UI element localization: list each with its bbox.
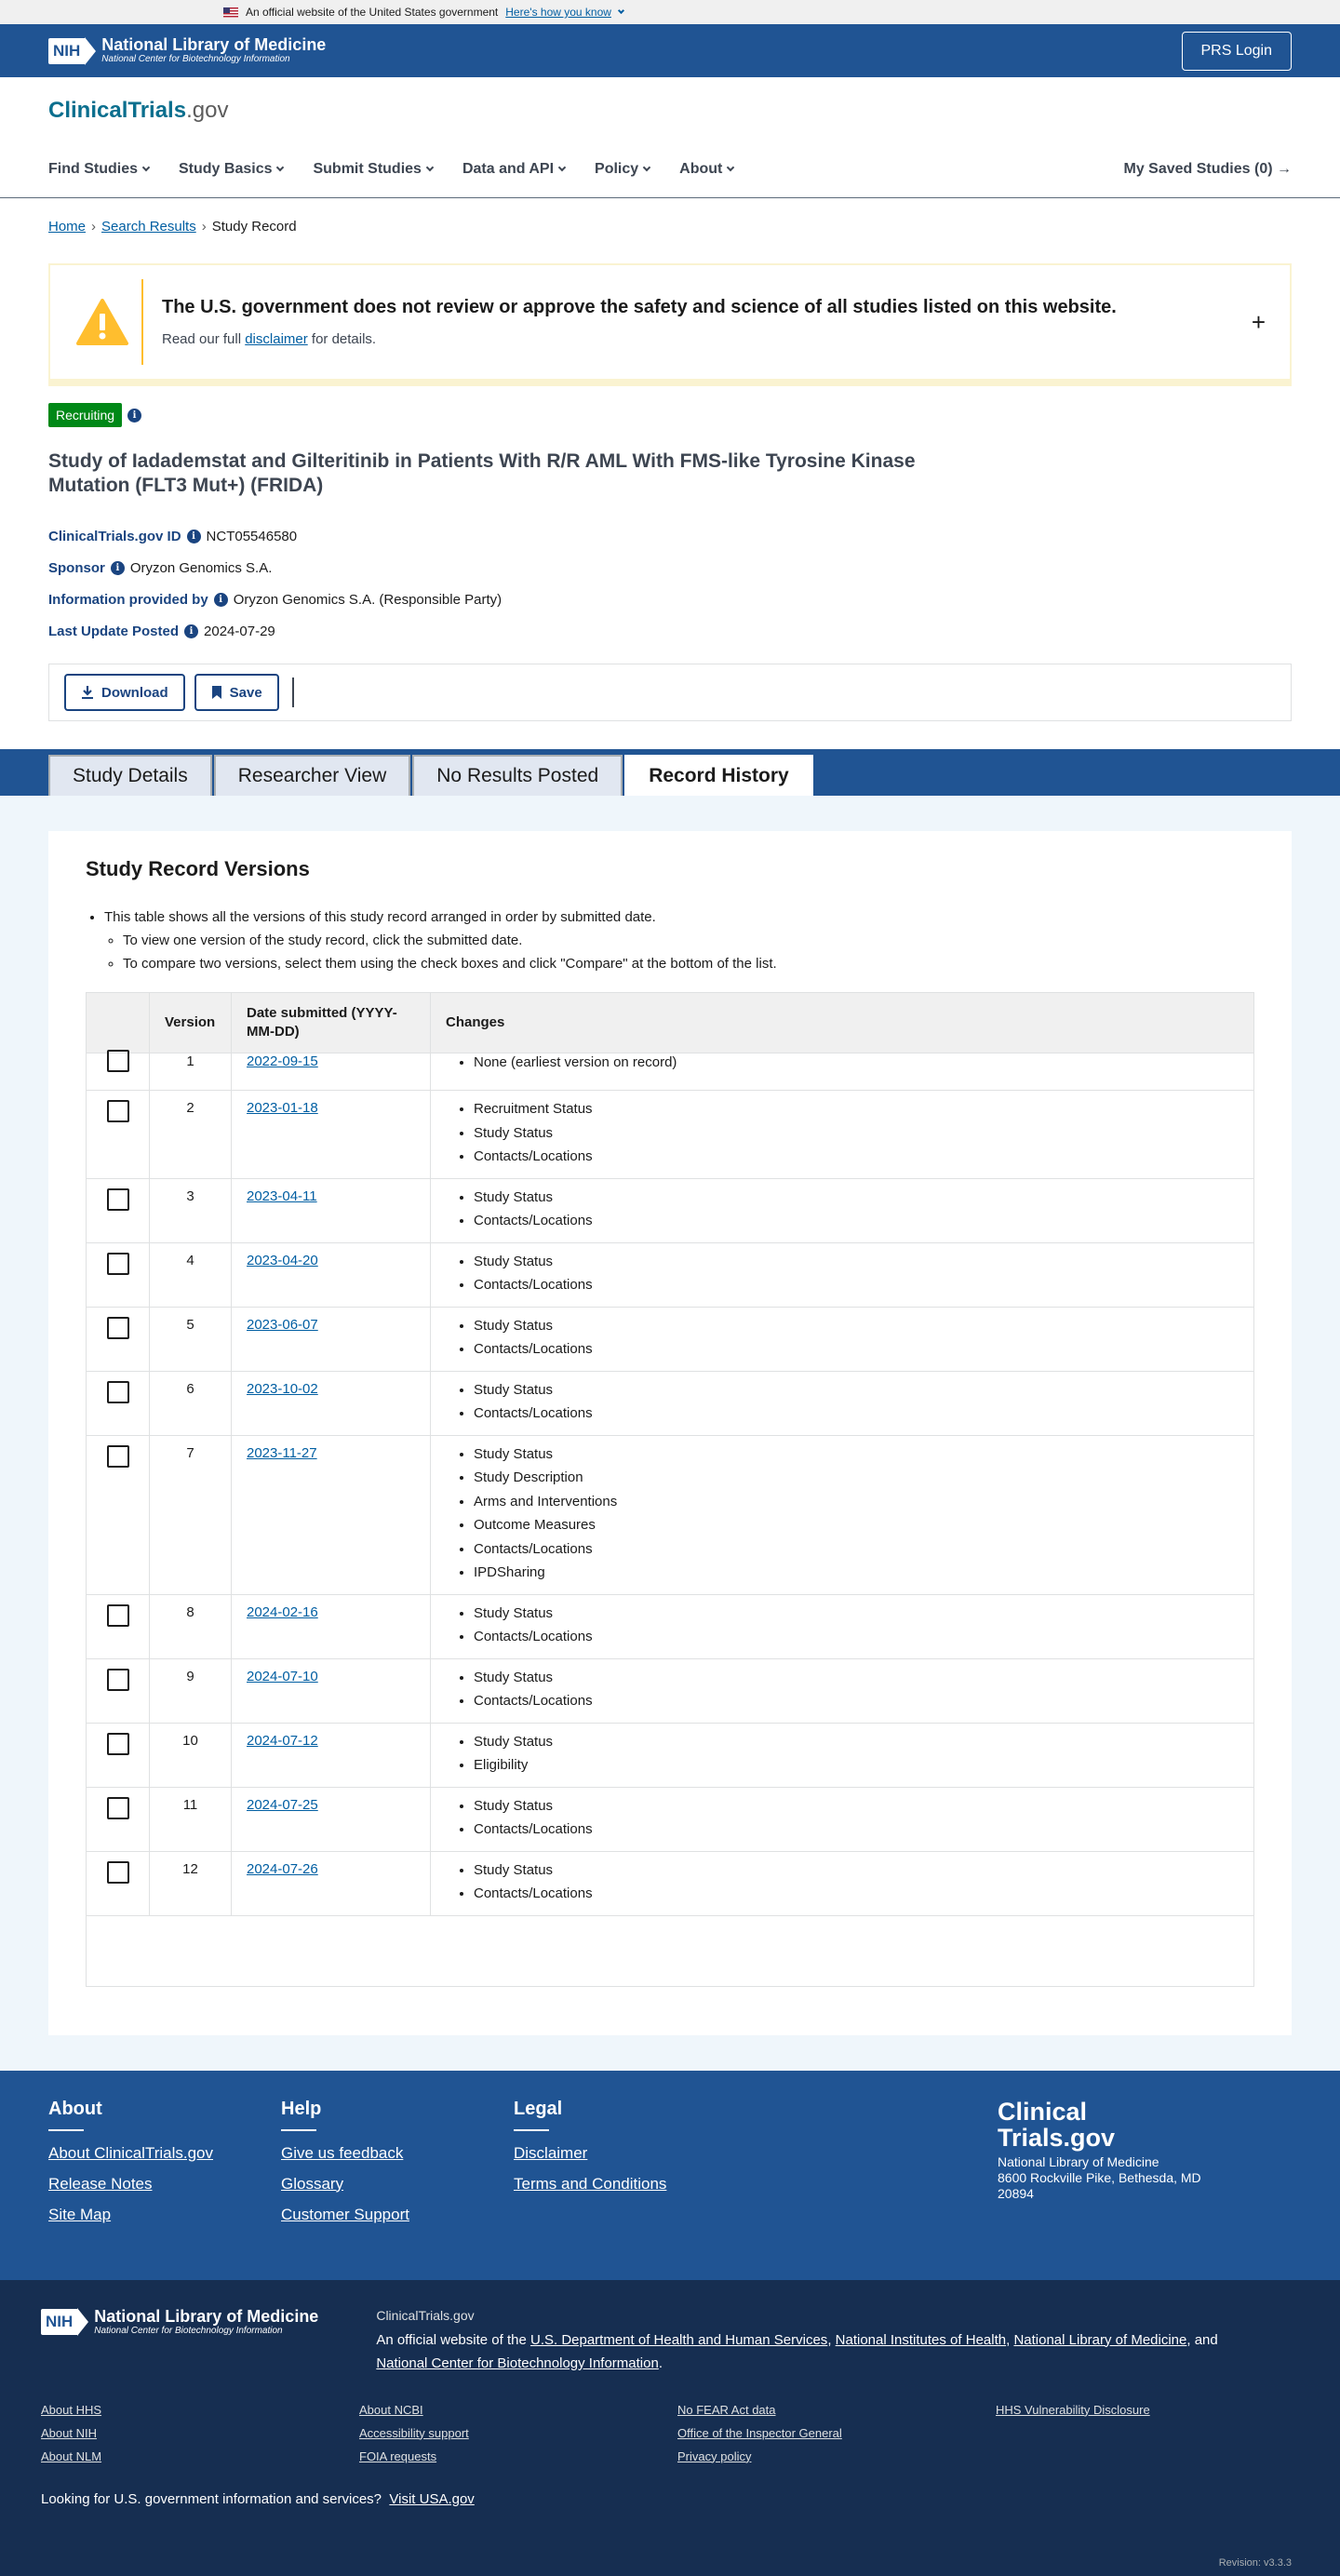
us-flag-icon <box>223 7 238 18</box>
nav-find-studies[interactable]: Find Studies <box>48 161 149 178</box>
table-row <box>87 1435 1254 1594</box>
footer-heading: Legal <box>514 2098 563 2119</box>
nih-link[interactable]: National Institutes of Health <box>835 2331 1007 2348</box>
footer-about <box>48 2099 281 2236</box>
version-number: 1 <box>150 1053 232 1091</box>
version-number: 5 <box>150 1307 232 1371</box>
record-history-panel <box>0 796 1340 2071</box>
change-item: • Study Status <box>474 1794 1239 1818</box>
nav-study-basics[interactable]: Study Basics <box>179 161 283 178</box>
change-item: • Study Status <box>474 1730 1239 1754</box>
change-item: • Contacts/Locations <box>474 1689 1239 1713</box>
changes-cell <box>431 1091 1254 1179</box>
changes-cell <box>431 1371 1254 1435</box>
footer-link[interactable]: Disclaimer <box>514 2143 588 2162</box>
version-date-link[interactable]: 2023-11-27 <box>247 1444 317 1461</box>
version-number: 11 <box>150 1787 232 1851</box>
actions-divider <box>292 678 294 707</box>
version-date-link[interactable]: 2024-07-26 <box>247 1860 318 1877</box>
versions-card <box>48 831 1292 2035</box>
download-icon <box>81 685 94 700</box>
version-number: 9 <box>150 1658 232 1723</box>
disclaimer-link[interactable]: disclaimer <box>245 331 308 347</box>
info-icon[interactable]: i <box>184 624 198 638</box>
clinicaltrials-logo[interactable]: ClinicalTrials.gov <box>48 98 229 123</box>
info-icon[interactable]: i <box>187 530 201 543</box>
date-cell <box>232 1091 431 1179</box>
tab-no-results-posted[interactable]: No Results Posted <box>412 755 623 796</box>
changes-cell <box>431 1053 1254 1091</box>
provider-label: Information provided by <box>48 591 208 608</box>
disclaimer-heading: The U.S. government does not review or approve the safety and science of all studies listed on this website. <box>162 297 1117 317</box>
table-row <box>87 1053 1254 1091</box>
gov-banner <box>0 0 1340 24</box>
date-cell <box>232 1053 431 1091</box>
version-checkbox[interactable] <box>107 1253 129 1275</box>
chevron-down-icon <box>618 7 624 13</box>
footer-gov-link[interactable]: Accessibility support <box>359 2425 469 2440</box>
sponsor-value: Oryzon Genomics S.A. <box>129 559 273 576</box>
footer-gov-link[interactable]: About NCBI <box>359 2402 423 2417</box>
expand-icon[interactable]: + <box>1251 308 1266 336</box>
change-item: • IPDSharing <box>474 1561 1239 1585</box>
footer-gov-link[interactable]: Privacy policy <box>677 2449 752 2463</box>
footer-logo[interactable]: Clinical Trials.gov <box>998 2097 1116 2152</box>
gov-banner-text: An official website of the United States government <box>246 6 499 19</box>
note-item: ◦ To view one version of the study record, click the submitted date. <box>123 929 1254 952</box>
version-date-link[interactable]: 2024-07-25 <box>247 1796 318 1813</box>
changes-cell <box>431 1787 1254 1851</box>
footer-link[interactable]: Site Map <box>48 2205 112 2223</box>
versions-table <box>86 992 1254 1987</box>
nav-about[interactable]: About <box>679 161 733 178</box>
change-item: • Recruitment Status <box>474 1097 1239 1121</box>
chevron-right-icon: › <box>201 219 207 235</box>
tab-study-details[interactable]: Study Details <box>48 755 212 796</box>
ncbi-name: National Center for Biotechnology Information <box>101 54 290 64</box>
chevron-down-icon <box>276 164 284 171</box>
site-header <box>0 77 1340 198</box>
footer-link[interactable]: Release Notes <box>48 2174 153 2193</box>
note-item: ◦ To compare two versions, select them using the check boxes and click "Compare" at the bottom of the list. <box>123 952 1254 975</box>
revision-text: Revision: v3.3.3 <box>1218 2556 1292 2569</box>
date-cell <box>232 1307 431 1371</box>
date-cell <box>232 1178 431 1242</box>
change-item: • Study Status <box>474 1121 1239 1146</box>
main-nav <box>48 131 1292 178</box>
version-date-link[interactable]: 2024-07-10 <box>247 1668 318 1684</box>
nih-logo-mark: NIH <box>41 2308 88 2336</box>
changes-cell <box>431 1658 1254 1723</box>
breadcrumb <box>48 198 1292 263</box>
change-item: • Study Status <box>474 1378 1239 1402</box>
breadcrumb-search-results[interactable]: Search Results <box>101 219 196 235</box>
chevron-down-icon <box>643 164 650 171</box>
table-row <box>87 1178 1254 1242</box>
table-row <box>87 1787 1254 1851</box>
note-item: • This table shows all the versions of this study record arranged in order by submitted date. ◦ To view one version of the study record, click the submitted date. ◦ To compare two versions, select them using the check boxes and click "Compare" at the bottom of the list. <box>104 906 1254 975</box>
change-item: • Study Status <box>474 1666 1239 1690</box>
change-item: • Study Status <box>474 1858 1239 1883</box>
versions-heading: Study Record Versions <box>86 857 310 880</box>
select-cell <box>87 1851 150 1915</box>
version-date-link[interactable]: 2024-07-12 <box>247 1732 318 1749</box>
version-checkbox[interactable] <box>107 1733 129 1755</box>
version-number: 12 <box>150 1851 232 1915</box>
change-item: • Contacts/Locations <box>474 1273 1239 1297</box>
change-item: • Contacts/Locations <box>474 1402 1239 1426</box>
version-checkbox[interactable] <box>107 1861 129 1884</box>
sponsor-label: Sponsor <box>48 559 105 576</box>
chevron-down-icon <box>142 164 150 171</box>
select-cell <box>87 1178 150 1242</box>
version-date-link[interactable]: 2023-10-02 <box>247 1380 318 1397</box>
changes-cell <box>431 1242 1254 1307</box>
table-row <box>87 1371 1254 1435</box>
version-checkbox[interactable] <box>107 1445 129 1468</box>
nav-policy[interactable]: Policy <box>595 161 650 178</box>
change-item: • Eligibility <box>474 1753 1239 1778</box>
nlm-logo[interactable] <box>48 36 326 65</box>
version-number: 2 <box>150 1091 232 1179</box>
study-meta <box>48 520 1292 647</box>
change-item: • None (earliest version on record) <box>474 1051 1239 1075</box>
update-value: 2024-07-29 <box>204 623 275 639</box>
select-cell <box>87 1307 150 1371</box>
version-date-link[interactable]: 2023-04-20 <box>247 1252 318 1268</box>
version-checkbox[interactable] <box>107 1188 129 1211</box>
date-cell <box>232 1723 431 1787</box>
page-title: Study of Iadademstat and Gilteritinib in Patients With R/R AML With FMS-like Tyrosine Kinase Mutation (FLT3 Mut+) (FRIDA) <box>48 450 916 496</box>
info-icon[interactable]: i <box>214 593 228 607</box>
status-badge: Recruiting <box>48 403 122 427</box>
version-checkbox[interactable] <box>107 1100 129 1122</box>
change-item: • Contacts/Locations <box>474 1537 1239 1562</box>
usa-gov-link[interactable]: Visit USA.gov <box>389 2490 475 2507</box>
version-checkbox[interactable] <box>107 1604 129 1627</box>
change-item: • Contacts/Locations <box>474 1337 1239 1362</box>
changes-cell <box>431 1307 1254 1371</box>
select-cell <box>87 1594 150 1658</box>
chevron-down-icon <box>558 164 566 171</box>
select-cell <box>87 1371 150 1435</box>
tab-researcher-view[interactable]: Researcher View <box>214 755 411 796</box>
version-checkbox[interactable] <box>107 1381 129 1403</box>
versions-notes <box>86 906 1254 975</box>
footer-gov-link[interactable]: About HHS <box>41 2402 102 2417</box>
col-select <box>87 993 150 1053</box>
changes-cell <box>431 1851 1254 1915</box>
footer-link[interactable]: Terms and Conditions <box>514 2174 667 2193</box>
version-number: 4 <box>150 1242 232 1307</box>
version-number: 6 <box>150 1371 232 1435</box>
footer-link[interactable]: Glossary <box>281 2174 344 2193</box>
alert-divider <box>141 279 143 365</box>
select-cell <box>87 1091 150 1179</box>
footer-nlm-logo[interactable]: NIH National Library of Medicine National Center for Biotechnology Information <box>41 2308 318 2337</box>
breadcrumb-home[interactable]: Home <box>48 219 87 235</box>
nlm-header <box>0 24 1340 77</box>
select-cell <box>87 1435 150 1594</box>
change-item: • Outcome Measures <box>474 1513 1239 1537</box>
arrow-right-icon: → <box>1277 161 1292 177</box>
nav-data-api[interactable]: Data and API <box>462 161 565 178</box>
change-item: • Contacts/Locations <box>474 1882 1239 1906</box>
table-row <box>87 1307 1254 1371</box>
tab-bar <box>0 749 1340 796</box>
breadcrumb-current: Study Record <box>211 219 297 235</box>
footer-official-text: An official website of the U.S. Department of Health and Human Services, National Institutes of Health, National Library of Medicine, and National Center for Biotechnology Information. <box>376 2331 1218 2371</box>
version-number: 8 <box>150 1594 232 1658</box>
nih-logo-mark: NIH <box>48 37 96 65</box>
study-actions <box>48 664 1292 721</box>
date-cell <box>232 1242 431 1307</box>
footer-gov-link[interactable]: About NIH <box>41 2425 97 2440</box>
date-cell <box>232 1851 431 1915</box>
col-changes: Changes <box>431 993 1254 1053</box>
version-number: 7 <box>150 1435 232 1594</box>
footer-gov-link[interactable]: HHS Vulnerability Disclosure <box>996 2402 1150 2417</box>
table-row <box>87 1658 1254 1723</box>
version-number: 10 <box>150 1723 232 1787</box>
provider-value: Oryzon Genomics S.A. (Responsible Party) <box>233 591 502 608</box>
warning-icon <box>76 299 128 345</box>
table-row <box>87 1851 1254 1915</box>
chevron-down-icon <box>426 164 434 171</box>
chevron-down-icon <box>727 164 734 171</box>
change-item: • Contacts/Locations <box>474 1625 1239 1649</box>
table-row <box>87 1723 1254 1787</box>
bookmark-icon <box>211 685 222 700</box>
version-checkbox[interactable] <box>107 1050 129 1072</box>
tab-record-history[interactable]: Record History <box>624 755 813 796</box>
footer-heading: Help <box>281 2098 322 2119</box>
download-button[interactable]: Download <box>64 674 185 711</box>
footer-gov-link[interactable]: About NLM <box>41 2449 102 2463</box>
changes-cell <box>431 1723 1254 1787</box>
select-cell <box>87 1658 150 1723</box>
version-date-link[interactable]: 2024-02-16 <box>247 1603 318 1620</box>
table-row <box>87 1594 1254 1658</box>
col-date: Date submitted (YYYY-MM-DD) <box>232 993 431 1053</box>
footer-gov-link[interactable]: FOIA requests <box>359 2449 437 2463</box>
prs-login-button[interactable]: PRS Login <box>1182 32 1293 71</box>
change-item: • Study Status <box>474 1602 1239 1626</box>
footer-gov-link[interactable]: No FEAR Act data <box>677 2402 776 2417</box>
date-cell <box>232 1787 431 1851</box>
footer-address: National Library of Medicine 8600 Rockville Pike, Bethesda, MD 20894 <box>998 2153 1201 2201</box>
ncbi-link[interactable]: National Center for Biotechnology Information <box>376 2355 659 2371</box>
usa-gov-row: Looking for U.S. government information and services? Visit USA.gov <box>41 2490 475 2507</box>
version-number: 3 <box>150 1178 232 1242</box>
disclaimer-text: Read our full disclaimer for details. <box>162 331 377 347</box>
date-cell <box>232 1435 431 1594</box>
version-date-link[interactable]: 2022-09-15 <box>247 1053 318 1069</box>
disclaimer-alert <box>48 263 1292 386</box>
select-cell <box>87 1053 150 1091</box>
version-date-link[interactable]: 2023-04-11 <box>247 1187 317 1204</box>
table-footer-row <box>87 1915 1254 1986</box>
changes-cell <box>431 1178 1254 1242</box>
save-button[interactable]: Save <box>194 674 279 711</box>
change-item: • Study Status <box>474 1314 1239 1338</box>
select-cell <box>87 1787 150 1851</box>
change-item: • Study Status <box>474 1250 1239 1274</box>
change-item: • Study Description <box>474 1466 1239 1490</box>
nav-submit-studies[interactable]: Submit Studies <box>313 161 432 178</box>
change-item: • Contacts/Locations <box>474 1145 1239 1169</box>
version-date-link[interactable]: 2023-01-18 <box>247 1100 318 1116</box>
footer-gov-link[interactable]: Office of the Inspector General <box>677 2425 842 2440</box>
select-cell <box>87 1242 150 1307</box>
date-cell <box>232 1594 431 1658</box>
footer-gov-links <box>41 2403 1299 2463</box>
select-cell <box>87 1723 150 1787</box>
footer <box>0 2071 1340 2280</box>
version-date-link[interactable]: 2023-06-07 <box>247 1316 318 1333</box>
footer-brand <box>998 2099 1258 2202</box>
date-cell <box>232 1371 431 1435</box>
footer-link[interactable]: Customer Support <box>281 2205 409 2223</box>
hhs-link[interactable]: U.S. Department of Health and Human Services <box>529 2331 828 2348</box>
footer-link[interactable]: About ClinicalTrials.gov <box>48 2143 213 2162</box>
date-cell <box>232 1658 431 1723</box>
change-item: • Study Status <box>474 1442 1239 1467</box>
info-icon[interactable]: i <box>111 561 125 575</box>
footer-link[interactable]: Give us feedback <box>281 2143 404 2162</box>
changes-cell <box>431 1594 1254 1658</box>
id-label: ClinicalTrials.gov ID <box>48 528 181 544</box>
table-row <box>87 1242 1254 1307</box>
footer-heading: About <box>48 2098 102 2119</box>
chevron-right-icon: › <box>91 219 97 235</box>
col-version: Version <box>150 993 232 1053</box>
nlm-link[interactable]: National Library of Medicine <box>1013 2331 1187 2348</box>
table-row <box>87 1091 1254 1179</box>
version-checkbox[interactable] <box>107 1317 129 1339</box>
change-item: • Study Status <box>474 1186 1239 1210</box>
nlm-footer <box>0 2280 1340 2576</box>
footer-legal <box>514 2099 746 2236</box>
study-id: NCT05546580 <box>206 528 298 544</box>
change-item: • Contacts/Locations <box>474 1818 1239 1842</box>
my-saved-studies-link[interactable]: My Saved Studies (0) → <box>1123 161 1292 177</box>
heres-how-you-know-link[interactable]: Here's how you know <box>505 6 611 19</box>
changes-cell <box>431 1435 1254 1594</box>
footer-help <box>281 2099 514 2236</box>
change-item: • Arms and Interventions <box>474 1490 1239 1514</box>
nlm-name: National Library of Medicine <box>101 35 327 54</box>
info-icon[interactable]: i <box>127 409 141 423</box>
version-checkbox[interactable] <box>107 1669 129 1691</box>
version-checkbox[interactable] <box>107 1797 129 1819</box>
change-item: • Contacts/Locations <box>474 1209 1239 1233</box>
update-label: Last Update Posted <box>48 623 180 639</box>
footer-site-name: ClinicalTrials.gov <box>376 2307 475 2323</box>
